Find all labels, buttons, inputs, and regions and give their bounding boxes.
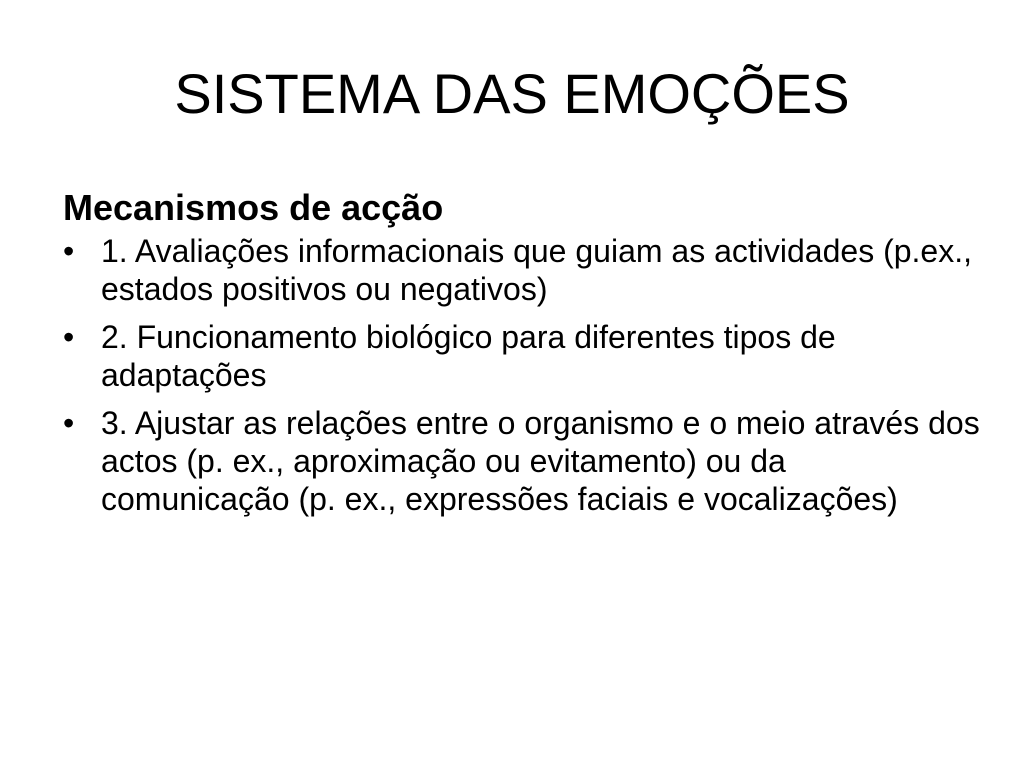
bullet-item-3: [63, 404, 983, 518]
bullet-list: [63, 232, 983, 518]
slide-content: [63, 186, 983, 528]
slide-title: SISTEMA DAS EMOÇÕES: [174, 62, 850, 125]
bullet-icon: •: [63, 233, 75, 269]
bullet-icon: •: [63, 405, 75, 441]
bullet-item-2: [63, 318, 983, 394]
bullet-text: 2. Funcionamento biológico para diferentes tipos de adaptações: [101, 319, 836, 393]
bullet-item-1: [63, 232, 983, 308]
subheading: Mecanismos de acção: [63, 187, 444, 228]
bullet-icon: •: [63, 319, 75, 355]
bullet-text: 1. Avaliações informacionais que guiam as actividades (p.ex., estados positivos ou negativos): [101, 233, 972, 307]
bullet-text: 3. Ajustar as relações entre o organismo e o meio através dos actos (p. ex., aproximação ou evitamento) ou da comunicação (p. ex., expressões faciais e vocalizações): [101, 405, 980, 517]
